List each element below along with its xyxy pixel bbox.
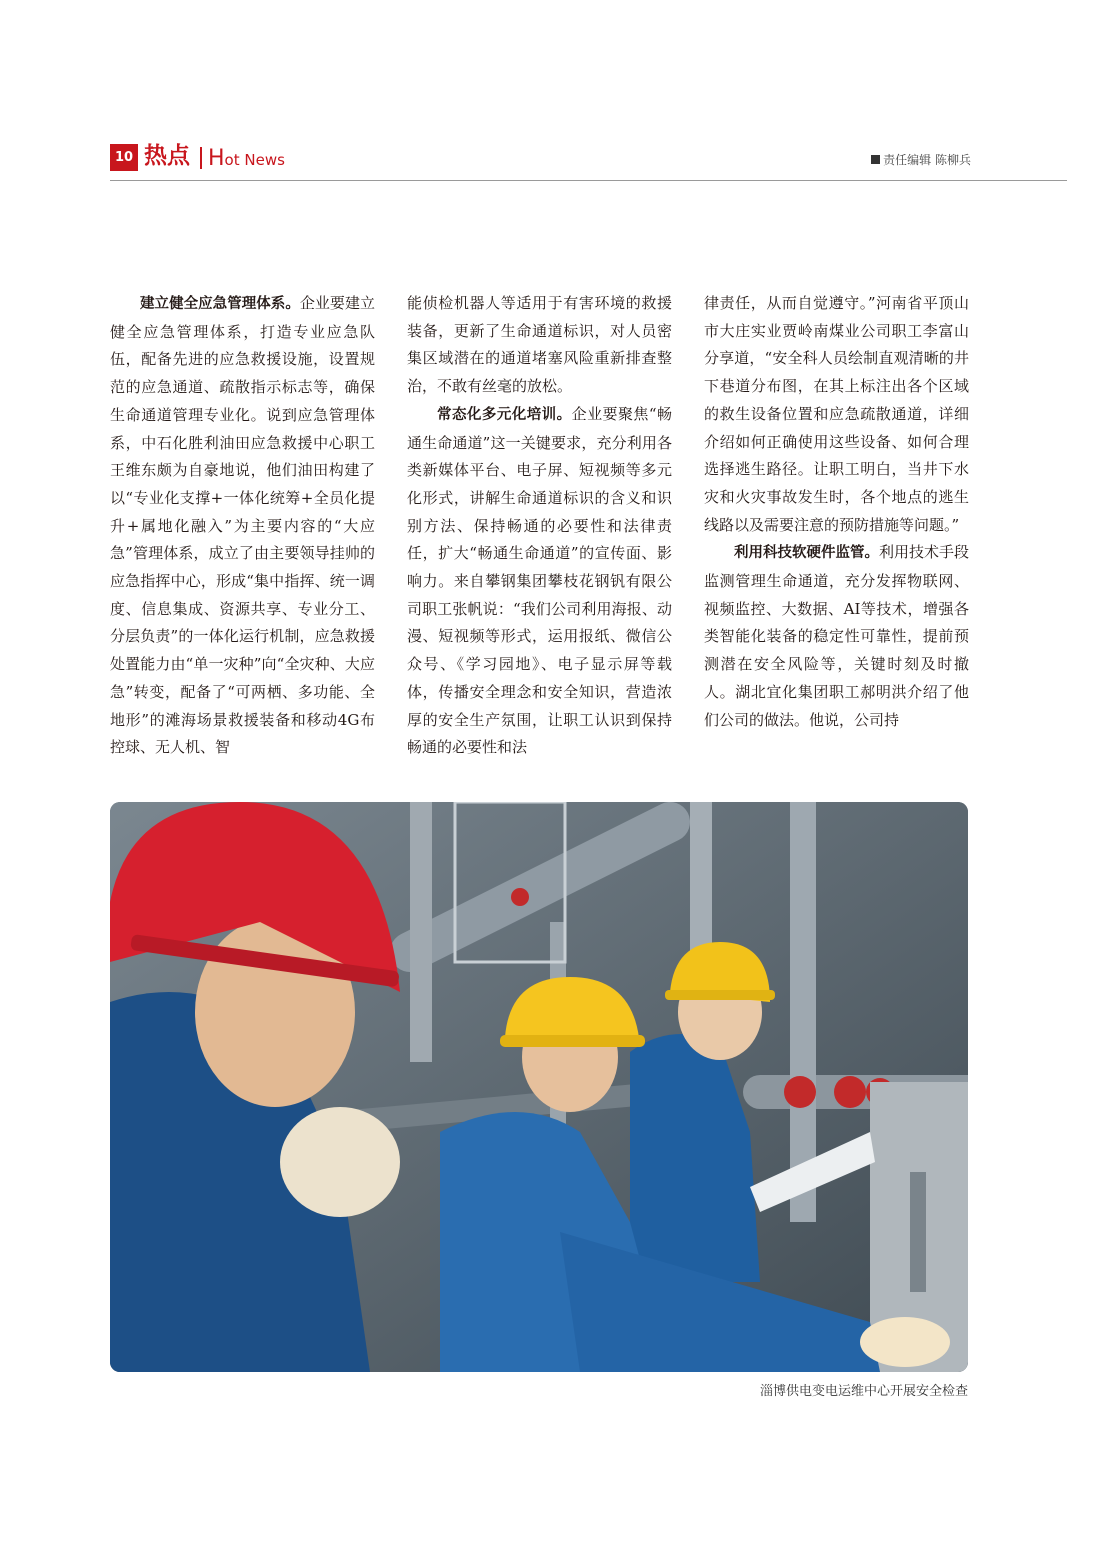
paragraph-lead: 利用科技软硬件监管。 [734,545,879,562]
paragraph-continued [407,290,672,401]
editor-credit [871,151,971,168]
section-divider [200,147,202,169]
paragraph-text: 能侦检机器人等适用于有害环境的救援装备，更新了生命通道标识，对人员密集区域潜在的通道堵塞风险重新排查整治，不敢有丝毫的放松。 [407,294,672,396]
paragraph-text: 企业要建立健全应急管理体系，打造专业应急队伍，配备先进的应急救援设施，设置规范的应急通道、疏散指示标志等，确保生命通道管理专业化。说到应急管理体系，中石化胜利油田应急救援中心职工王维东颇为自豪地说，他们油田构建了以“专业化支撑+一体化统筹+全员化提升+属地化融入”为主要内容的“大应急”管理体系，成立了由主要领导挂帅的应急指挥中心，形成“集中指挥、统一调度、信息集成、资源共享、专业分工、分层负责”的一体化运行机制，应急救援处置能力由“单一灾种”向“全灾种、大应急”转变，配备了“可两栖、多功能、全地形”的滩海场景救援装备和移动4G布控球、无人机、智 [110,294,375,757]
section-title-en [208,144,285,175]
paragraph-lead: 建立健全应急管理体系。 [140,296,300,312]
paragraph-text: 企业要聚焦“畅通生命通道”这一关键要求，充分利用各类新媒体平台、电子屏、短视频等多元化形式，讲解生命通道标识的含义和识别方法、保持畅通的必要性和法律责任，扩大“畅通生命通道”的宣传面、影响力。来自攀钢集团攀枝花钢钒有限公司职工张帆说：“我们公司利用海报、动漫、短视频等形式，运用报纸、微信公众号、《学习园地》、电子显示屏等载体，传播安全理念和安全知识，营造浓厚的安全生产氛围，让职工认识到保持畅通的必要性和法 [407,404,673,757]
square-bullet-icon [871,155,880,164]
text-column-1 [110,290,375,762]
paragraph-text: 律责任，从而自觉遵守。”河南省平顶山市大庄实业贾岭南煤业公司职工李富山分享道，“安全科人员绘制直观清晰的井下巷道分布图，在其上标注出各个区域的救生设备位置和应急疏散通道，详细介绍如何正确使用这些设备、如何合理选择逃生路径。让职工明白，当井下水灾和火灾事故发生时，各个地点的逃生线路以及需要注意的预防措施等问题。” [704,294,969,534]
section-title: 热点 [144,143,190,169]
page-number: 10 [110,144,138,171]
paragraph-continued [704,290,969,539]
section-title-en-initial: H [208,146,225,171]
paragraph-text: 利用技术手段监测管理生命通道，充分发挥物联网、视频监控、大数据、AI等技术，增强各类智能化装备的稳定性可靠性，提前预测潜在安全风险等，关键时刻及时撤人。湖北宜化集团职工郝明洪介绍了他们公司的做法。他说，公司持 [704,543,970,729]
page-header [110,143,1067,183]
text-column-2 [407,290,672,762]
paragraph [704,539,969,734]
section-title-en-rest: ot News [224,151,285,169]
article-photo [110,802,968,1372]
paragraph [110,290,375,762]
editor-text: 责任编辑 陈柳兵 [883,153,971,167]
text-column-3 [704,290,969,734]
photo-caption: 淄博供电变电运维中心开展安全检查 [759,1384,968,1399]
header-rule [110,180,1067,181]
photo-illustration [110,802,968,1372]
paragraph-lead: 常态化多元化培训。 [437,406,572,423]
paragraph [407,401,672,762]
